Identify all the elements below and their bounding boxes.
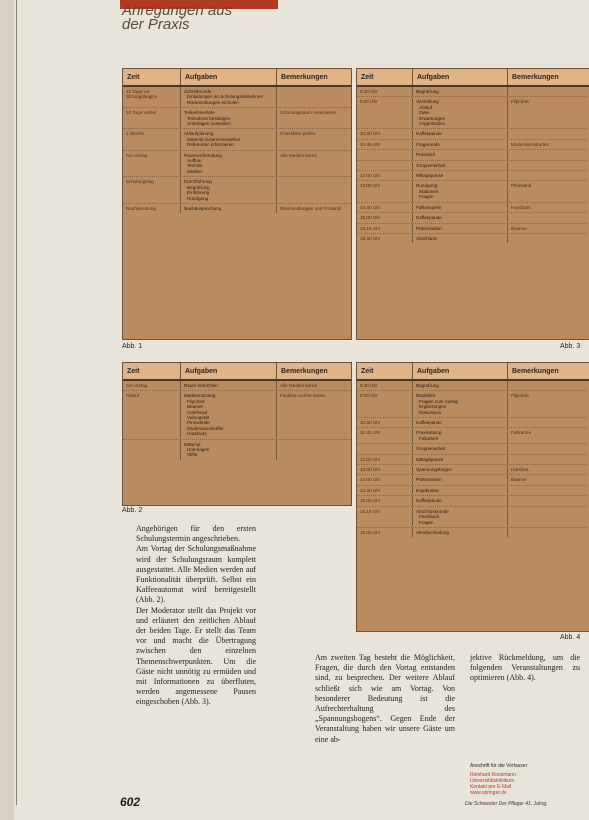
table-header-row — [123, 69, 351, 87]
header-aufgaben: Aufgaben — [181, 363, 277, 379]
cell-aufgaben — [413, 87, 508, 96]
task-subitem: Overhead — [187, 409, 208, 415]
page-number: 602 — [120, 795, 141, 809]
cell-aufgaben — [413, 444, 508, 453]
table-row — [357, 486, 589, 496]
figure-label-abb-2: Abb. 2 — [122, 507, 143, 514]
cell-aufgaben — [181, 129, 277, 149]
cell-zeit: 8.30 Uhr — [357, 381, 413, 390]
task-title: Teilnehmerliste — [184, 110, 215, 116]
task-title: Gruppenarbeit — [416, 446, 446, 452]
cell-zeit: 15.00 Uhr — [357, 496, 413, 505]
cell-bemerkungen — [508, 129, 588, 138]
cell-zeit: 10.30 Uhr — [357, 129, 413, 138]
task-title: Verabschiedung — [416, 529, 449, 535]
task-subitem: Material zusammenstellen — [187, 136, 241, 142]
cell-aufgaben — [413, 129, 508, 138]
cell-zeit: 14.30 Uhr — [357, 486, 413, 495]
cell-zeit: Am Vortag — [123, 151, 181, 177]
cell-aufgaben — [413, 486, 508, 495]
cell-zeit: Am Vortag — [123, 381, 181, 390]
cell-zeit: 10.45 Uhr — [357, 428, 413, 443]
figure-label-abb-1: Abb. 1 — [122, 343, 143, 350]
table-row — [357, 528, 589, 537]
cell-zeit: Ablauf — [123, 391, 181, 438]
contact-label: Anschrift für die Verfasser — [470, 763, 528, 769]
cell-zeit: 12 Tage vor Sitzungsbeginn — [123, 87, 181, 107]
cell-bemerkungen: Schulungsraum reservieren — [280, 110, 337, 116]
journal-footer: Die Schwester Der Pfleger 41. Jahrg. — [465, 801, 548, 807]
task-title: Präsentation — [416, 477, 442, 483]
cell-zeit: Nachbereitung — [123, 204, 181, 213]
task-title: Ergebnisse — [416, 487, 439, 493]
table-row — [123, 391, 351, 439]
cell-zeit: 16.30 Uhr — [357, 234, 413, 243]
cell-aufgaben — [413, 224, 508, 233]
cell-zeit: 15.00 Uhr — [357, 213, 413, 222]
header-bemerkungen: Bemerkungen — [512, 73, 559, 81]
body-paragraph: Am Vortag der Schulungsmaßnahme wird der Schulungsraum komplett ausgestattet. Alle Medien werden auf Funktionalität überprüft. Selbst ein Kaffeeautomat wird bereitgestellt (Abb. 2). — [136, 544, 256, 605]
cell-aufgaben — [181, 391, 277, 438]
body-paragraph: jektive Rückmeldung, um die folgenden Veranstaltungen zu optimieren (Abb. 4). — [470, 653, 580, 683]
cell-aufgaben — [413, 213, 508, 222]
table-row — [123, 440, 351, 460]
task-subitem: Ergänzungen — [419, 404, 447, 410]
task-title: Rundgang — [416, 183, 438, 189]
cell-zeit — [357, 150, 413, 159]
header-zeit: Zeit — [357, 69, 413, 85]
task-subitem: Moderationskoffer — [187, 425, 224, 431]
table-row — [357, 161, 589, 171]
task-title: Raum herrichten — [184, 383, 218, 388]
cell-zeit: 16.00 Uhr — [357, 528, 413, 537]
cell-bemerkungen — [508, 87, 588, 96]
contact-block — [470, 772, 580, 796]
table-row — [357, 428, 589, 444]
cell-zeit: 1 Woche — [123, 129, 181, 149]
task-subitem: Einführung — [187, 190, 210, 196]
cell-aufgaben — [413, 465, 508, 474]
table-row — [357, 381, 589, 391]
task-subitem: Stifte — [187, 452, 198, 458]
cell-aufgaben — [181, 87, 277, 107]
cell-bemerkungen — [508, 213, 588, 222]
task-subitem: Ablauf — [419, 104, 433, 110]
cell-aufgaben — [181, 204, 277, 213]
cell-zeit — [357, 444, 413, 453]
cell-zeit: 9.00 Uhr — [357, 391, 413, 417]
cell-aufgaben — [181, 151, 277, 177]
task-subitem: Fragen — [419, 194, 434, 200]
table-row — [357, 129, 589, 139]
cell-aufgaben — [181, 108, 277, 128]
task-subitem: Medien — [187, 168, 203, 174]
cell-bemerkungen: Alle Medien bereit — [280, 383, 317, 388]
cell-zeit: 10.30 Uhr — [357, 418, 413, 427]
table-row — [357, 203, 589, 213]
cell-zeit: 8.30 Uhr — [357, 87, 413, 96]
cell-aufgaben — [413, 418, 508, 427]
table-header-row — [357, 363, 589, 381]
header-bemerkungen: Bemerkungen — [281, 367, 328, 375]
table-row — [357, 418, 589, 428]
cell-aufgaben — [413, 234, 508, 243]
table-row — [123, 381, 351, 391]
cell-bemerkungen: Alle Medien bereit — [280, 152, 317, 158]
task-title: Raumvorbereitung — [184, 152, 222, 158]
task-subitem: Fallarbeit — [419, 435, 438, 441]
cell-zeit: 15.15 Uhr — [357, 224, 413, 233]
cell-zeit: 10 Tage vorher — [123, 108, 181, 128]
body-paragraph: Der Moderator stellt das Projekt vor und erläutert den zeitlichen Ablauf der beiden Tage. Er stellt das Team vor und macht die Übertragung zwischen den einzelnen Themenschwerpunkten. Um die Gäste nicht unnötig zu ermüden und mit Informationen zu überfluten, werden angemessene Pausen eingeschoben (Abb. 3). — [136, 605, 256, 707]
cell-bemerkungen — [277, 440, 349, 460]
cell-zeit: 12.00 Uhr — [357, 171, 413, 180]
cell-zeit — [357, 161, 413, 170]
task-subitem: Aufbau — [187, 158, 202, 164]
cell-bemerkungen: Funktion vorher testen — [280, 393, 326, 399]
cell-aufgaben — [413, 171, 508, 180]
task-subitem: Beamer — [187, 404, 204, 410]
table-row — [357, 97, 589, 129]
cell-bemerkungen: Beamer — [511, 477, 528, 483]
cell-bemerkungen — [508, 528, 588, 537]
task-title: Kaffeepause — [416, 215, 442, 221]
body-paragraph: Am zweiten Tag besteht die Möglichkeit, Fragen, die durch den Vortag entstanden sind, zu besprechen. Der weitere Ablauf schließt sich wie am Vortag. Von besonderer Bedeutung ist die Aufrechterhaltung des „Spannungsbogens“. Gegen Ende der Veranstaltung haben wir unsere Gäste um eine ab- — [315, 653, 455, 744]
table-row — [357, 465, 589, 475]
header-aufgaben: Aufgaben — [413, 363, 508, 379]
header-aufgaben: Aufgaben — [181, 69, 277, 85]
task-subitem: Einladungen an Schulungsteilnehmer — [187, 94, 264, 100]
cell-zeit: 9.00 Uhr — [357, 97, 413, 128]
table-row — [357, 213, 589, 223]
table-row — [357, 87, 589, 97]
cell-bemerkungen — [508, 418, 588, 427]
cell-bemerkungen: Rückmeldungen und Protokoll — [280, 205, 342, 211]
task-subitem: Handouts — [187, 431, 207, 437]
cell-aufgaben — [413, 455, 508, 464]
section-title-line2: der Praxis — [122, 16, 190, 33]
task-subitem: Unterlagen zusenden — [187, 121, 231, 127]
task-title: Mittagspause — [416, 456, 444, 462]
task-title: Durchführung — [184, 179, 212, 185]
table-abb-4 — [356, 362, 589, 632]
task-title: Spannungsbogen — [416, 467, 453, 473]
table-row — [357, 507, 589, 528]
task-subitem: Ziele — [419, 110, 429, 116]
cell-bemerkungen — [277, 177, 349, 203]
cell-bemerkungen: Handout — [511, 467, 529, 473]
header-zeit: Zeit — [123, 69, 181, 85]
cell-aufgaben — [181, 177, 277, 203]
body-column-1 — [136, 524, 256, 708]
task-title: Schreibrunde — [184, 89, 212, 94]
cell-aufgaben — [413, 97, 508, 128]
cell-bemerkungen: Beamer — [511, 225, 528, 231]
task-title: Mittagspause — [416, 173, 444, 179]
task-title: Praxisübung — [416, 430, 442, 436]
left-margin-strip — [0, 0, 14, 820]
table-row — [123, 108, 351, 129]
header-bemerkungen: Bemerkungen — [281, 73, 328, 81]
cell-bemerkungen — [508, 486, 588, 495]
contact-line[interactable]: Kontakt per E-Mail — [470, 784, 512, 790]
task-subitem: Fragen zum Vortag — [419, 398, 459, 404]
cell-aufgaben — [181, 440, 277, 460]
table-row — [357, 455, 589, 465]
table-row — [357, 475, 589, 485]
cell-aufgaben — [413, 528, 508, 537]
contact-line: Universitätsklinikum — [470, 778, 515, 784]
task-subitem: Begrüßung — [187, 184, 210, 190]
cell-bemerkungen: Checkliste prüfen — [280, 131, 316, 137]
header-bemerkungen: Bemerkungen — [512, 367, 559, 375]
section-title — [122, 4, 232, 32]
task-subitem: Unterlagen — [187, 447, 210, 453]
cell-zeit: 14.30 Uhr — [357, 203, 413, 212]
cell-aufgaben — [413, 496, 508, 505]
cell-bemerkungen: Flipchart — [511, 99, 529, 105]
task-subitem: Feedback — [419, 514, 440, 520]
cell-aufgaben — [413, 381, 508, 390]
table-header-row — [123, 363, 351, 381]
task-title: Kaffeepause — [416, 498, 442, 504]
table-row — [357, 391, 589, 418]
contact-line: Reinhard Rosemann — [470, 772, 516, 778]
table-row — [357, 140, 589, 150]
task-subitem: Flipchart — [187, 398, 205, 404]
task-title: Begrüßung — [416, 383, 439, 388]
table-row — [357, 496, 589, 506]
cell-aufgaben — [413, 181, 508, 201]
cell-aufgaben — [413, 475, 508, 484]
task-subitem: Fragen — [419, 519, 434, 525]
table-row — [123, 204, 351, 213]
table-row — [357, 234, 589, 243]
body-paragraph: Angehörigen für den ersten Schulungstermin angeschrieben. — [136, 524, 256, 544]
header-aufgaben: Aufgaben — [413, 69, 508, 85]
task-title: Nachbesprechung — [184, 205, 222, 211]
task-subitem: Organisation — [419, 121, 446, 127]
margin-line — [16, 0, 17, 805]
cell-aufgaben — [413, 140, 508, 149]
task-subitem: Diskussion — [419, 409, 442, 415]
task-title: Fallbeispiele — [416, 204, 442, 210]
header-zeit: Zeit — [357, 363, 413, 379]
task-subitem: Teilnahme bestätigen — [187, 115, 231, 121]
task-title: Mediennutzung — [184, 393, 216, 399]
cell-bemerkungen — [508, 171, 588, 180]
cell-aufgaben — [181, 381, 277, 390]
task-title: Fragerunde — [416, 141, 440, 147]
table-row — [123, 129, 351, 150]
table-abb-2 — [122, 362, 352, 506]
task-subitem: Rückmeldungen einholen — [187, 99, 239, 105]
task-subitem: Erwartungen — [419, 115, 446, 121]
section-title-line1: Anregungen aus — [122, 2, 233, 19]
cell-bemerkungen — [508, 496, 588, 505]
cell-zeit: Schulungstag — [123, 177, 181, 203]
cell-aufgaben — [413, 161, 508, 170]
cell-bemerkungen — [508, 507, 588, 527]
table-abb-1 — [122, 68, 352, 340]
task-subitem: Rundgang — [187, 195, 209, 201]
cell-bemerkungen — [508, 455, 588, 464]
task-title: Kaffeepause — [416, 131, 442, 137]
table-header-row — [357, 69, 589, 87]
cell-aufgaben — [413, 391, 508, 417]
figure-label-abb-3: Abb. 3 — [560, 343, 581, 350]
cell-bemerkungen — [508, 150, 588, 159]
cell-zeit: 13.00 Uhr — [357, 465, 413, 474]
task-title: Begrüßung — [416, 89, 439, 94]
cell-zeit: 12.00 Uhr — [357, 455, 413, 464]
cell-zeit: 15.15 Uhr — [357, 507, 413, 527]
table-row — [357, 224, 589, 234]
header-zeit: Zeit — [123, 363, 181, 379]
table-row — [123, 87, 351, 108]
task-title: Gruppenarbeit — [416, 162, 446, 168]
task-title: Praxisteil — [416, 152, 435, 158]
cell-zeit: 14.00 Uhr — [357, 475, 413, 484]
cell-aufgaben — [413, 428, 508, 443]
task-title: Präsentation — [416, 225, 442, 231]
cell-zeit: 10.45 Uhr — [357, 140, 413, 149]
task-title: Ablaufplanung — [184, 131, 214, 137]
cell-bemerkungen — [508, 161, 588, 170]
task-title: Kaffeepause — [416, 420, 442, 426]
task-title: Rückblick — [416, 393, 436, 399]
table-row — [357, 171, 589, 181]
cell-bemerkungen — [508, 234, 588, 243]
cell-zeit — [123, 440, 181, 460]
cell-bemerkungen — [508, 444, 588, 453]
task-title: Vorstellung — [416, 99, 439, 105]
task-title: Abschlussrunde — [416, 508, 449, 514]
table-row — [123, 177, 351, 204]
task-subitem: Referenten informieren — [187, 142, 234, 148]
table-row — [357, 181, 589, 202]
cell-bemerkungen — [277, 87, 349, 107]
cell-bemerkungen — [508, 381, 588, 390]
cell-aufgaben — [413, 507, 508, 527]
table-row — [357, 444, 589, 454]
cell-bemerkungen: Moderationskarten — [511, 141, 550, 147]
task-title: Material — [184, 441, 201, 447]
task-subitem: Pinnwände — [187, 420, 210, 426]
table-abb-3 — [356, 68, 589, 340]
cell-bemerkungen: Fallkarten — [511, 430, 532, 436]
figure-label-abb-4: Abb. 4 — [560, 634, 581, 641]
table-row — [123, 151, 351, 178]
cell-aufgaben — [413, 150, 508, 159]
cell-bemerkungen: Pinnwand — [511, 183, 532, 189]
table-row — [357, 150, 589, 160]
task-subitem: Videogerät — [187, 415, 210, 421]
cell-zeit: 13.00 Uhr — [357, 181, 413, 201]
task-subitem: Stationen — [419, 188, 439, 194]
cell-bemerkungen: Handouts — [511, 204, 531, 210]
contact-line[interactable]: www.springer.de — [470, 790, 507, 796]
body-column-2 — [315, 653, 455, 745]
cell-aufgaben — [413, 203, 508, 212]
cell-bemerkungen: Flipchart — [511, 393, 529, 399]
task-subitem: Technik — [187, 163, 203, 169]
task-title: Abschluss — [416, 235, 437, 241]
body-column-3 — [470, 653, 580, 684]
